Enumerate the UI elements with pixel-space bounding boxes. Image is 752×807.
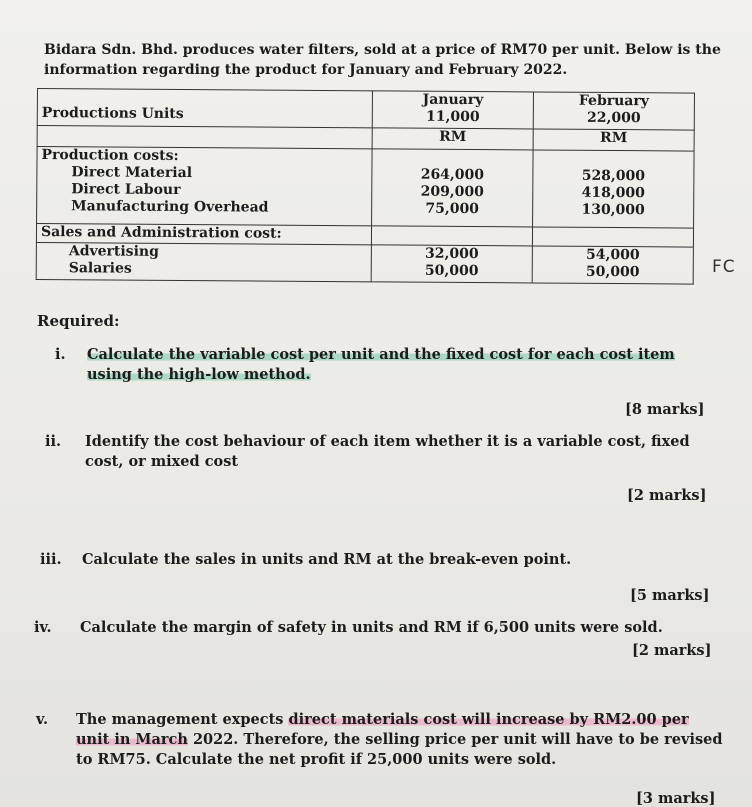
- blank-cell: [37, 126, 372, 149]
- sales-admin-label: Sales and Administration cost:: [36, 224, 371, 245]
- marks-v: [3 marks]: [636, 790, 716, 807]
- handwritten-fc-annotation: FC: [712, 257, 736, 277]
- production-costs-cell: [37, 147, 373, 226]
- table-row: [37, 147, 695, 229]
- february-sa-cell: [532, 246, 693, 284]
- direct-material-label: Direct Material: [71, 164, 193, 182]
- intro-paragraph: Bidara Sdn. Bhd. produces water filters, sold at a price of RM70 per unit. Below is the information regarding the product for January and February 2022.: [44, 42, 721, 78]
- marks-ii: [2 marks]: [627, 487, 707, 504]
- production-units-label: Productions Units: [41, 105, 184, 123]
- blank-cell: [532, 227, 693, 247]
- direct-labour-jan: 209,000: [420, 183, 484, 201]
- january-units: 11,000: [425, 108, 480, 126]
- required-heading: Required:: [37, 312, 120, 330]
- direct-labour-label: Direct Labour: [71, 181, 181, 199]
- question-text: Calculate the margin of safety in units and RM if 6,500 units were sold.: [80, 619, 663, 636]
- question-text-end: 2022. Therefore, the selling price per unit will have to be revised to RM75. Calculate the net profit if 25,000 units were sold.: [76, 731, 723, 768]
- january-sa-cell: [371, 245, 532, 283]
- question-number: v.: [36, 711, 49, 728]
- marks-iii: [5 marks]: [630, 587, 710, 604]
- salaries-label: Salaries: [68, 260, 132, 277]
- question-iii: [40, 550, 710, 572]
- manufacturing-overhead-feb: 130,000: [581, 201, 645, 219]
- salaries-jan: 50,000: [424, 262, 479, 280]
- question-v: [36, 710, 726, 776]
- table-row: [36, 242, 693, 284]
- question-number: iii.: [40, 551, 62, 568]
- january-header-cell: [372, 91, 533, 129]
- cost-table: [36, 88, 695, 285]
- february-costs-cell: [533, 150, 695, 228]
- february-header: February: [578, 92, 649, 110]
- manufacturing-overhead-jan: 75,000: [425, 200, 480, 218]
- manufacturing-overhead-label: Manufacturing Overhead: [71, 198, 269, 216]
- question-text-highlighted: direct materials cost will increase by RM2.00 per unit in March: [76, 711, 689, 748]
- direct-material-feb: 528,000: [581, 167, 646, 185]
- marks-i: [8 marks]: [625, 401, 705, 418]
- question-text-highlighted: Calculate the variable cost per unit and the fixed cost for each cost item using the high-low method.: [87, 346, 675, 383]
- direct-material-jan: 264,000: [420, 166, 485, 184]
- direct-labour-feb: 418,000: [581, 184, 645, 202]
- production-costs-label: Production costs:: [41, 147, 179, 164]
- question-i: [55, 345, 715, 389]
- currency-jan: RM: [372, 128, 533, 150]
- question-number: i.: [55, 346, 66, 363]
- question-text-start: The management expects: [76, 711, 289, 728]
- question-iv: [34, 618, 714, 640]
- january-header: January: [422, 91, 484, 109]
- salaries-feb: 50,000: [585, 263, 640, 281]
- question-number: iv.: [34, 619, 52, 636]
- production-units-label-cell: [37, 89, 372, 128]
- january-costs-cell: [372, 149, 534, 227]
- february-units: 22,000: [586, 109, 641, 127]
- currency-feb: RM: [533, 129, 694, 151]
- table-row: [37, 89, 694, 131]
- advertising-label: Advertising: [68, 243, 159, 260]
- question-ii: [45, 432, 715, 476]
- marks-iv: [2 marks]: [632, 642, 712, 659]
- question-text: Calculate the sales in units and RM at the break-even point.: [82, 551, 572, 568]
- sales-admin-items-cell: [36, 242, 371, 281]
- advertising-feb: 54,000: [585, 246, 640, 264]
- question-number: ii.: [45, 433, 62, 450]
- advertising-jan: 32,000: [424, 245, 479, 263]
- question-text: Identify the cost behaviour of each item whether it is a variable cost, fixed cost, or mixed cost: [85, 433, 690, 470]
- february-header-cell: [533, 92, 694, 130]
- blank-cell: [371, 226, 532, 246]
